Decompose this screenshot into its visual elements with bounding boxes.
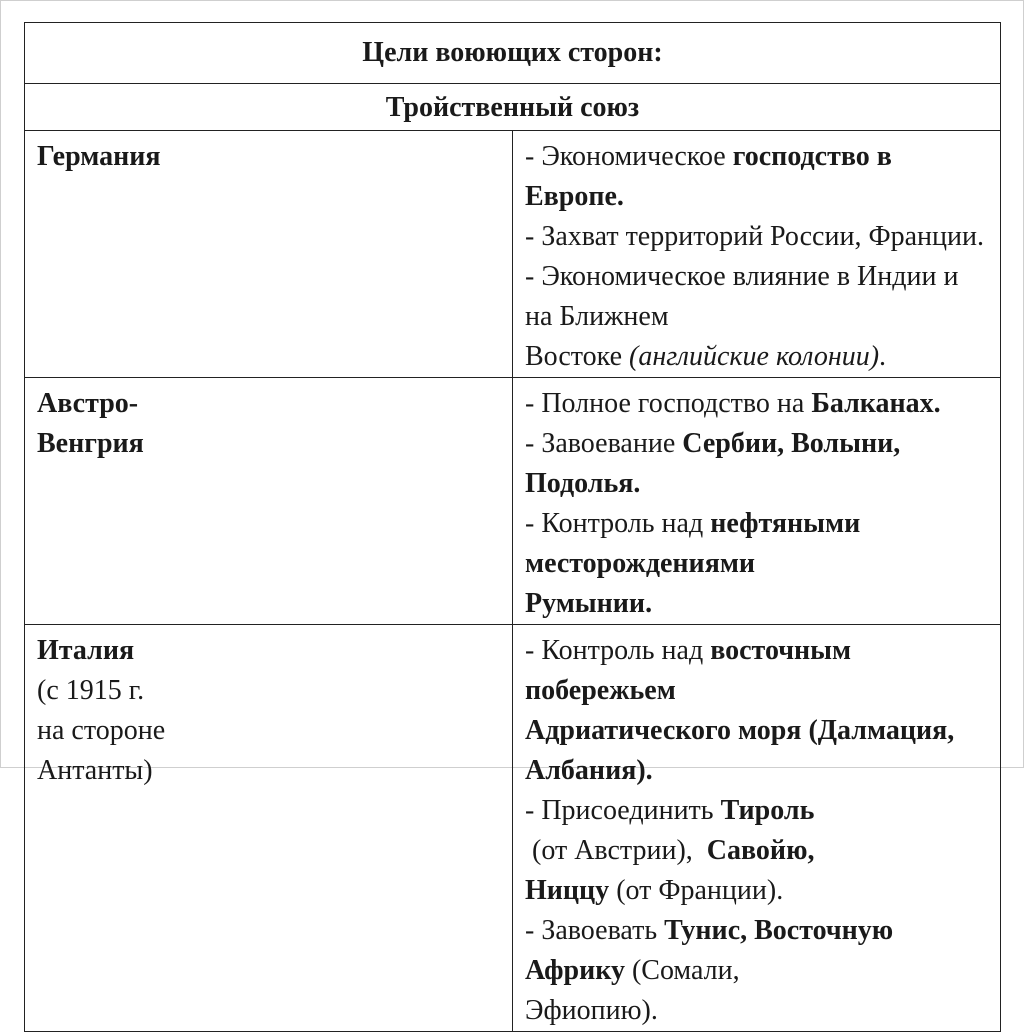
country-austria-hungary bbox=[25, 378, 513, 625]
country-name-line: Венгрия bbox=[37, 428, 144, 459]
goal-line: - Завоевание Сербии, Волыни, Подолья. bbox=[525, 428, 901, 499]
table-row bbox=[25, 131, 1001, 378]
goal-line: Адриатического моря (Далмация, Албания). bbox=[525, 715, 955, 786]
goal-line: - Полное господство на Балканах. bbox=[525, 388, 941, 419]
table-row bbox=[25, 625, 1001, 1032]
goals-italy bbox=[513, 625, 1001, 1032]
goal-line: - Завоевать Тунис, Восточную Африку (Сомали, bbox=[525, 915, 894, 986]
goal-line: Румынии. bbox=[525, 588, 653, 619]
country-name: Италия bbox=[37, 635, 135, 666]
goal-line: Эфиопию). bbox=[525, 995, 658, 1026]
goal-line: - Экономическое господство в Европе. bbox=[525, 141, 892, 212]
table-title: Цели воюющих сторон: bbox=[25, 23, 1001, 84]
goals-table bbox=[24, 22, 1001, 1032]
country-name-line: Австро- bbox=[37, 388, 139, 419]
country-note-line: (с 1915 г. bbox=[37, 675, 145, 706]
country-note-line: на стороне bbox=[37, 715, 166, 746]
goal-line: - Экономическое влияние в Индии и на Ближнем bbox=[525, 261, 959, 332]
goal-line: - Захват территорий России, Франции. bbox=[525, 221, 984, 252]
goal-line: Ниццу (от Франции). bbox=[525, 875, 784, 906]
goal-line: - Контроль над нефтяными месторождениями bbox=[525, 508, 861, 579]
country-italy bbox=[25, 625, 513, 1032]
goal-line: Востоке (английские колонии). bbox=[525, 341, 887, 372]
goal-line: - Контроль над восточным побережьем bbox=[525, 635, 852, 706]
goals-austria-hungary bbox=[513, 378, 1001, 625]
country-note-line: Антанты) bbox=[37, 755, 153, 786]
goals-germany bbox=[513, 131, 1001, 378]
table-row bbox=[25, 378, 1001, 625]
goal-line: - Присоединить Тироль (от Австрии), Савойю, bbox=[525, 795, 815, 866]
country-germany: Германия bbox=[25, 131, 513, 378]
table-subtitle: Тройственный союз bbox=[25, 84, 1001, 131]
